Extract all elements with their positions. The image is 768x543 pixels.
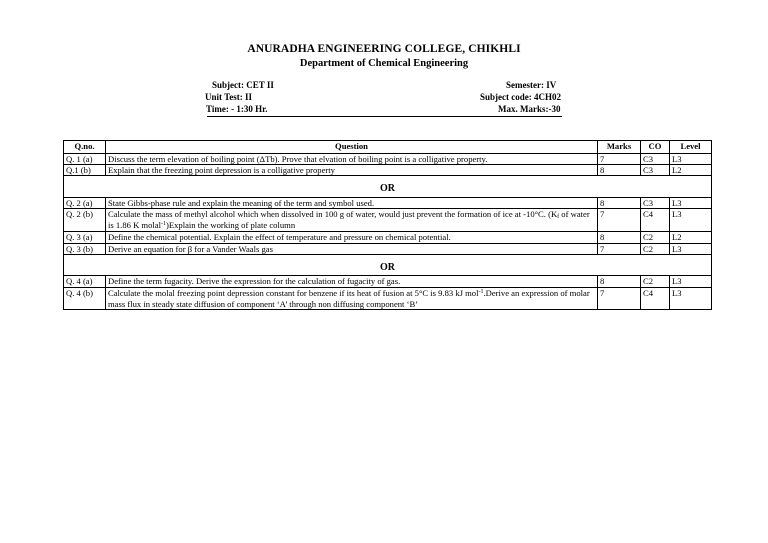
department-name: Department of Chemical Engineering (299, 58, 469, 69)
col-header-level: Level (670, 141, 712, 154)
superscript-text: -1 (478, 288, 484, 295)
question-cell: Define the term fugacity. Derive the expression for the calculation of fugacity of gas. (106, 276, 598, 287)
or-row (64, 254, 712, 276)
question-text: )Explain the working of plate column (166, 220, 296, 231)
subject-label: Subject: CET II (212, 80, 274, 90)
marks-cell: 7 (598, 243, 641, 254)
question-cell: Derive an equation for β for a Vander Waals gas (106, 243, 598, 254)
question-table (63, 140, 712, 310)
unit-test-label: Unit Test: II (205, 92, 253, 102)
question-cell: Explain that the freezing point depression is a colligative property (106, 165, 598, 176)
marks-cell: 8 (598, 165, 641, 176)
level-cell: L3 (670, 287, 712, 309)
qno-cell: Q. 2 (b) (64, 209, 106, 232)
semester-label: Semester: IV (506, 80, 557, 90)
table-row (64, 165, 712, 176)
qno-cell: Q. 4 (b) (64, 287, 106, 309)
level-cell: L2 (670, 232, 712, 243)
qno-cell: Q. 2 (a) (64, 198, 106, 209)
col-header-question: Question (106, 141, 598, 154)
qno-cell: Q. 3 (b) (64, 243, 106, 254)
qno-cell: Q. 1 (a) (64, 154, 106, 165)
qno-cell: Q. 3 (a) (64, 232, 106, 243)
time-label: Time: - 1:30 Hr. (206, 104, 268, 114)
subscript-text: f (557, 214, 560, 221)
co-cell: C3 (641, 198, 670, 209)
question-cell: State Gibbs-phase rule and explain the meaning of the term and symbol used. (106, 198, 598, 209)
question-text: Calculate the molal freezing point depression constant for benzene if its heat of fusion at 5°C is 9.83 kJ mol (108, 287, 479, 298)
question-cell: Discuss the term elevation of boiling point (ΔTb). Prove that elvation of boiling point is a colligative property. (106, 154, 598, 165)
question-cell (106, 209, 598, 232)
max-marks-label: Max. Marks:-30 (498, 104, 561, 114)
level-cell: L3 (670, 198, 712, 209)
co-cell: C4 (641, 287, 670, 309)
co-cell: C3 (641, 165, 670, 176)
marks-cell: 8 (598, 198, 641, 209)
table-header-row (64, 141, 712, 154)
qno-cell: Q. 4 (a) (64, 276, 106, 287)
co-cell: C2 (641, 276, 670, 287)
table-row (64, 243, 712, 254)
co-cell: C2 (641, 232, 670, 243)
question-cell: Define the chemical potential. Explain the effect of temperature and pressure on chemical potential. (106, 232, 598, 243)
level-cell: L3 (670, 154, 712, 165)
marks-cell: 7 (598, 154, 641, 165)
table-row (64, 276, 712, 287)
marks-cell: 7 (598, 209, 641, 232)
or-divider: OR (64, 176, 712, 198)
question-text: of water is 1.86 K molal (108, 209, 590, 231)
question-text: Calculate the mass of methyl alcohol which when dissolved in 100 g of water, would just prevent the formation of ice at -10°C. (K (108, 209, 558, 220)
col-header-co: CO (641, 141, 670, 154)
col-header-qno: Q.no. (64, 141, 106, 154)
co-cell: C4 (641, 209, 670, 232)
table-row (64, 287, 712, 309)
header-divider (207, 116, 562, 117)
table-row (64, 198, 712, 209)
co-cell: C3 (641, 154, 670, 165)
co-cell: C2 (641, 243, 670, 254)
level-cell: L3 (670, 209, 712, 232)
table-row (64, 209, 712, 232)
qno-cell: Q.1 (b) (64, 165, 106, 176)
or-divider: OR (64, 254, 712, 276)
table-row (64, 232, 712, 243)
question-text: .Derive an expression of molar mass flux in steady state diffusion of component ‘A’ through non diffusing component ‘B’ (108, 287, 590, 309)
level-cell: L3 (670, 243, 712, 254)
marks-cell: 8 (598, 276, 641, 287)
marks-cell: 8 (598, 232, 641, 243)
level-cell: L2 (670, 165, 712, 176)
or-row (64, 176, 712, 198)
subject-code-label: Subject code: 4CH02 (480, 92, 561, 102)
col-header-marks: Marks (598, 141, 641, 154)
marks-cell: 7 (598, 287, 641, 309)
table-row (64, 154, 712, 165)
level-cell: L3 (670, 276, 712, 287)
college-name: ANURADHA ENGINEERING COLLEGE, CHIKHLI (247, 43, 521, 55)
superscript-text: -1 (161, 221, 166, 228)
question-cell (106, 287, 598, 309)
